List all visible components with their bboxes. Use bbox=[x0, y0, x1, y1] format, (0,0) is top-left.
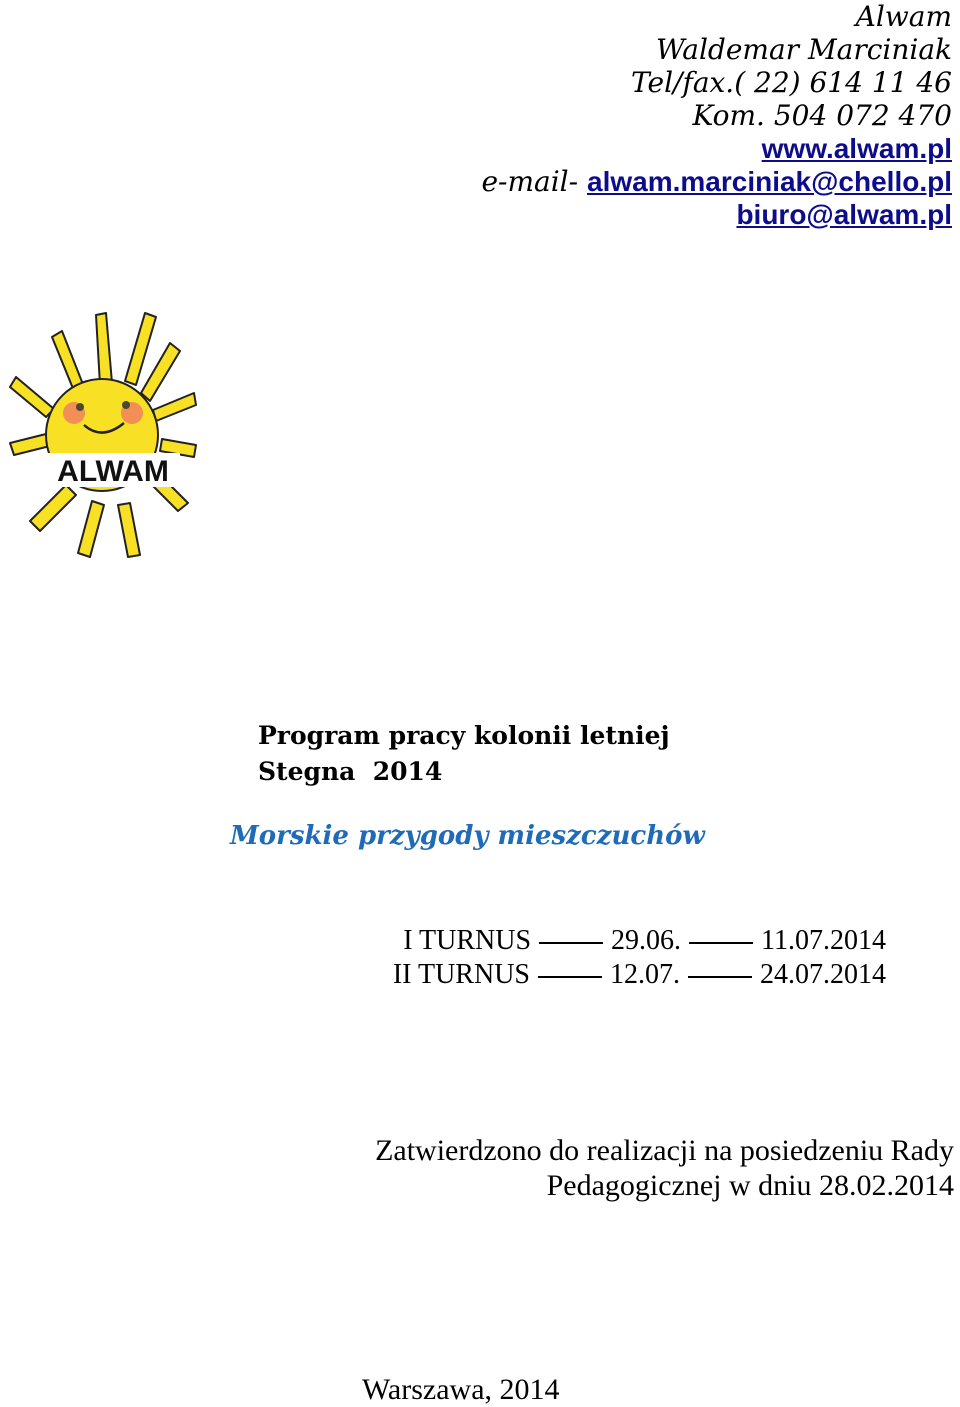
website-link[interactable]: www.alwam.pl bbox=[761, 133, 952, 164]
approval-note bbox=[375, 1133, 954, 1203]
email-link-secondary[interactable]: biuro@alwam.pl bbox=[736, 199, 952, 230]
document-title bbox=[258, 718, 670, 790]
logo-text: ALWAM bbox=[57, 455, 169, 488]
owner-name: Waldemar Marciniak bbox=[655, 33, 952, 66]
contact-header bbox=[481, 0, 952, 231]
turnus-label: II TURNUS bbox=[392, 959, 530, 990]
approval-line-2: Pedagogicznej w dniu 28.02.2014 bbox=[546, 1169, 954, 1202]
dash-separator bbox=[539, 942, 603, 944]
turnus-end: 24.07.2014 bbox=[760, 959, 886, 990]
turnus-row bbox=[393, 958, 886, 992]
turnus-start: 29.06. bbox=[611, 925, 682, 956]
mobile-number: Kom. 504 072 470 bbox=[692, 99, 952, 132]
dash-separator bbox=[688, 976, 752, 978]
company-name: Alwam bbox=[855, 0, 952, 33]
email-label: e-mail- bbox=[481, 165, 587, 198]
turnus-row bbox=[393, 924, 886, 958]
title-line-1: Program pracy kolonii letniej bbox=[258, 721, 670, 750]
turnus-start: 12.07. bbox=[610, 959, 680, 990]
title-line-2: Stegna 2014 bbox=[258, 757, 443, 786]
approval-line-1: Zatwierdzono do realizacji na posiedzeniu Rady bbox=[375, 1134, 954, 1167]
turnus-list bbox=[393, 924, 886, 992]
document-subtitle: Morskie przygody mieszczuchów bbox=[230, 821, 705, 851]
turnus-end: 11.07.2014 bbox=[761, 925, 886, 956]
email-link-primary[interactable]: alwam.marciniak@chello.pl bbox=[587, 166, 952, 197]
tel-fax: Tel/fax.( 22) 614 11 46 bbox=[631, 66, 952, 99]
dash-separator bbox=[689, 942, 753, 944]
sun-icon bbox=[0, 305, 265, 560]
dash-separator bbox=[538, 976, 602, 978]
turnus-label: I TURNUS bbox=[403, 925, 532, 956]
place-date: Warszawa, 2014 bbox=[362, 1373, 560, 1406]
alwam-logo bbox=[0, 305, 265, 560]
